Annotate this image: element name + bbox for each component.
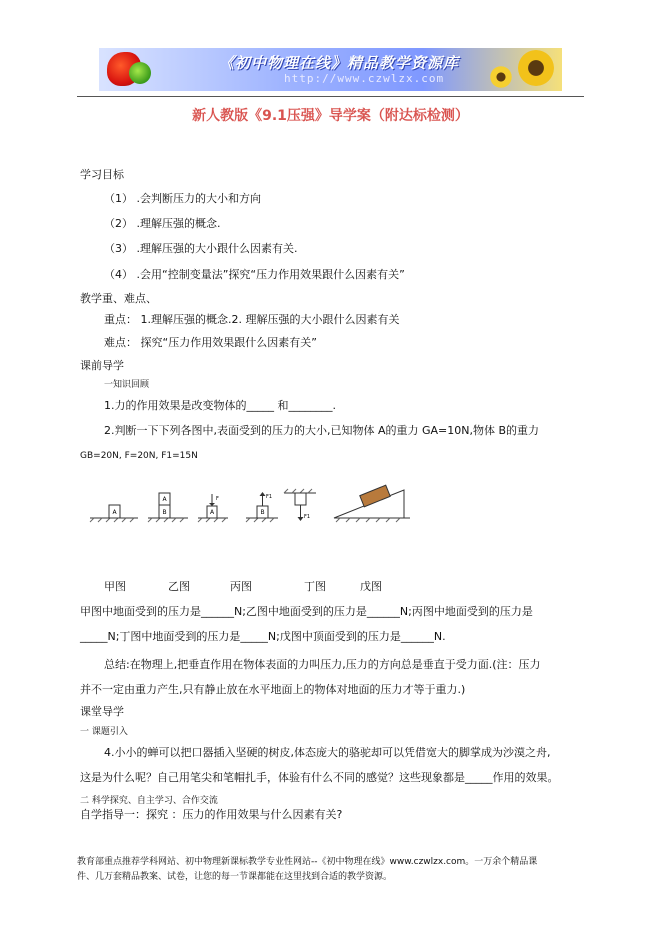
answer-line-2: _____N;丁图中地面受到的压力是_____N;戊图中顶面受到的压力是______N. — [80, 630, 446, 643]
diagram-jia — [90, 505, 138, 522]
figure-label-ding: 丁图 — [304, 580, 326, 593]
force-label: F1 — [266, 494, 273, 500]
block-b-label: B — [260, 509, 265, 516]
subheading-explore: 二 科学探究、自主学习、合作交流 — [80, 796, 218, 806]
question-1: 1.力的作用效果是改变物体的_____ 和________. — [104, 399, 336, 412]
sunflower-icon — [490, 66, 512, 88]
goal-item: （1） .会判断压力的大小和方向 — [104, 192, 261, 205]
section-heading-goals: 学习目标 — [80, 168, 124, 181]
self-study-guide-1: 自学指导一：探究 ：压力的作用效果与什么因素有关? — [80, 808, 343, 821]
block-a-label: A — [209, 509, 215, 516]
footer-line-1: 教育部重点推荐学科网站、初中物理新课标教学专业性网站--《初中物理在线》www.czwlzx.com。一万余个精品课 — [77, 857, 538, 867]
banner-site-url[interactable]: http://www.czwlzx.com — [284, 72, 445, 85]
block-a-label: A — [112, 509, 117, 516]
sunflower-icon — [518, 50, 554, 86]
figure-label-yi: 乙图 — [168, 580, 190, 593]
question-2: 2.判断一下下列各图中,表面受到的压力的大小,已知物体 A的重力 GA=10N,物体 B的重力 — [104, 424, 540, 437]
footer-text — [77, 855, 587, 885]
summary-line-1: 总结:在物理上,把垂直作用在物体表面的力叫压力,压力的方向总是垂直于受力面.(注：压力 — [104, 658, 541, 671]
diagram-incline — [334, 485, 410, 522]
answer-line-1: 甲图中地面受到的压力是______N;乙图中地面受到的压力是______N;丙图中地面受到的压力是 — [80, 605, 533, 618]
document-title: 新人教版《9.1压强》导学案（附达标检测） — [192, 108, 469, 124]
site-banner — [99, 48, 562, 91]
question-4-cont: 这是为什么呢？自己用笔尖和笔帽扎手，体验有什么不同的感觉？这些现象都是_____作用的效果。 — [80, 771, 559, 784]
diagram-wu — [284, 489, 316, 521]
goal-item: （4） .会用“控制变量法”探究“压力作用效果跟什么因素有关” — [104, 268, 405, 281]
diagram-ding — [246, 492, 278, 522]
force-diagrams — [88, 478, 418, 526]
section-heading-inclass: 课堂导学 — [80, 705, 124, 718]
logo-leaf-icon — [129, 62, 151, 84]
block-a-label: A — [162, 496, 167, 503]
footer-line-2: 件、几万套精品教案、试卷，让您的每一节课都能在这里找到合适的教学资源。 — [77, 872, 393, 882]
key-focus: 重点： 1.理解压强的概念.2. 理解压强的大小跟什么因素有关 — [104, 313, 400, 326]
subheading-review: 一知识回顾 — [104, 380, 150, 390]
force-label: F1 — [304, 514, 311, 520]
banner-site-title: 《初中物理在线》精品教学资源库 — [219, 54, 460, 72]
figure-label-wu: 戊图 — [360, 580, 382, 593]
subheading-intro: 一 课题引入 — [80, 727, 128, 737]
question-2-values: GB=20N, F=20N, F1=15N — [80, 451, 198, 461]
summary-line-2: 并不一定由重力产生,只有静止放在水平地面上的物体对地面的压力才等于重力.) — [80, 683, 466, 696]
diagram-bing — [198, 494, 228, 522]
diagram-yi — [148, 493, 188, 522]
question-4: 4.小小的蝉可以把口器插入坚硬的树皮,体态庞大的骆驼却可以凭借宽大的脚掌成为沙漠之舟, — [104, 746, 551, 759]
force-label: F — [216, 496, 219, 502]
block-b-label: B — [162, 509, 167, 516]
goal-item: （2） .理解压强的概念. — [104, 217, 221, 230]
section-heading-key: 教学重、难点、 — [80, 292, 157, 305]
figure-label-jia: 甲图 — [104, 580, 126, 593]
key-difficulty: 难点： 探究“压力作用效果跟什么因素有关” — [104, 336, 317, 349]
figure-label-bing: 丙图 — [230, 580, 252, 593]
header-divider — [77, 96, 584, 97]
goal-item: （3） .理解压强的大小跟什么因素有关. — [104, 242, 298, 255]
section-heading-preclass: 课前导学 — [80, 359, 124, 372]
